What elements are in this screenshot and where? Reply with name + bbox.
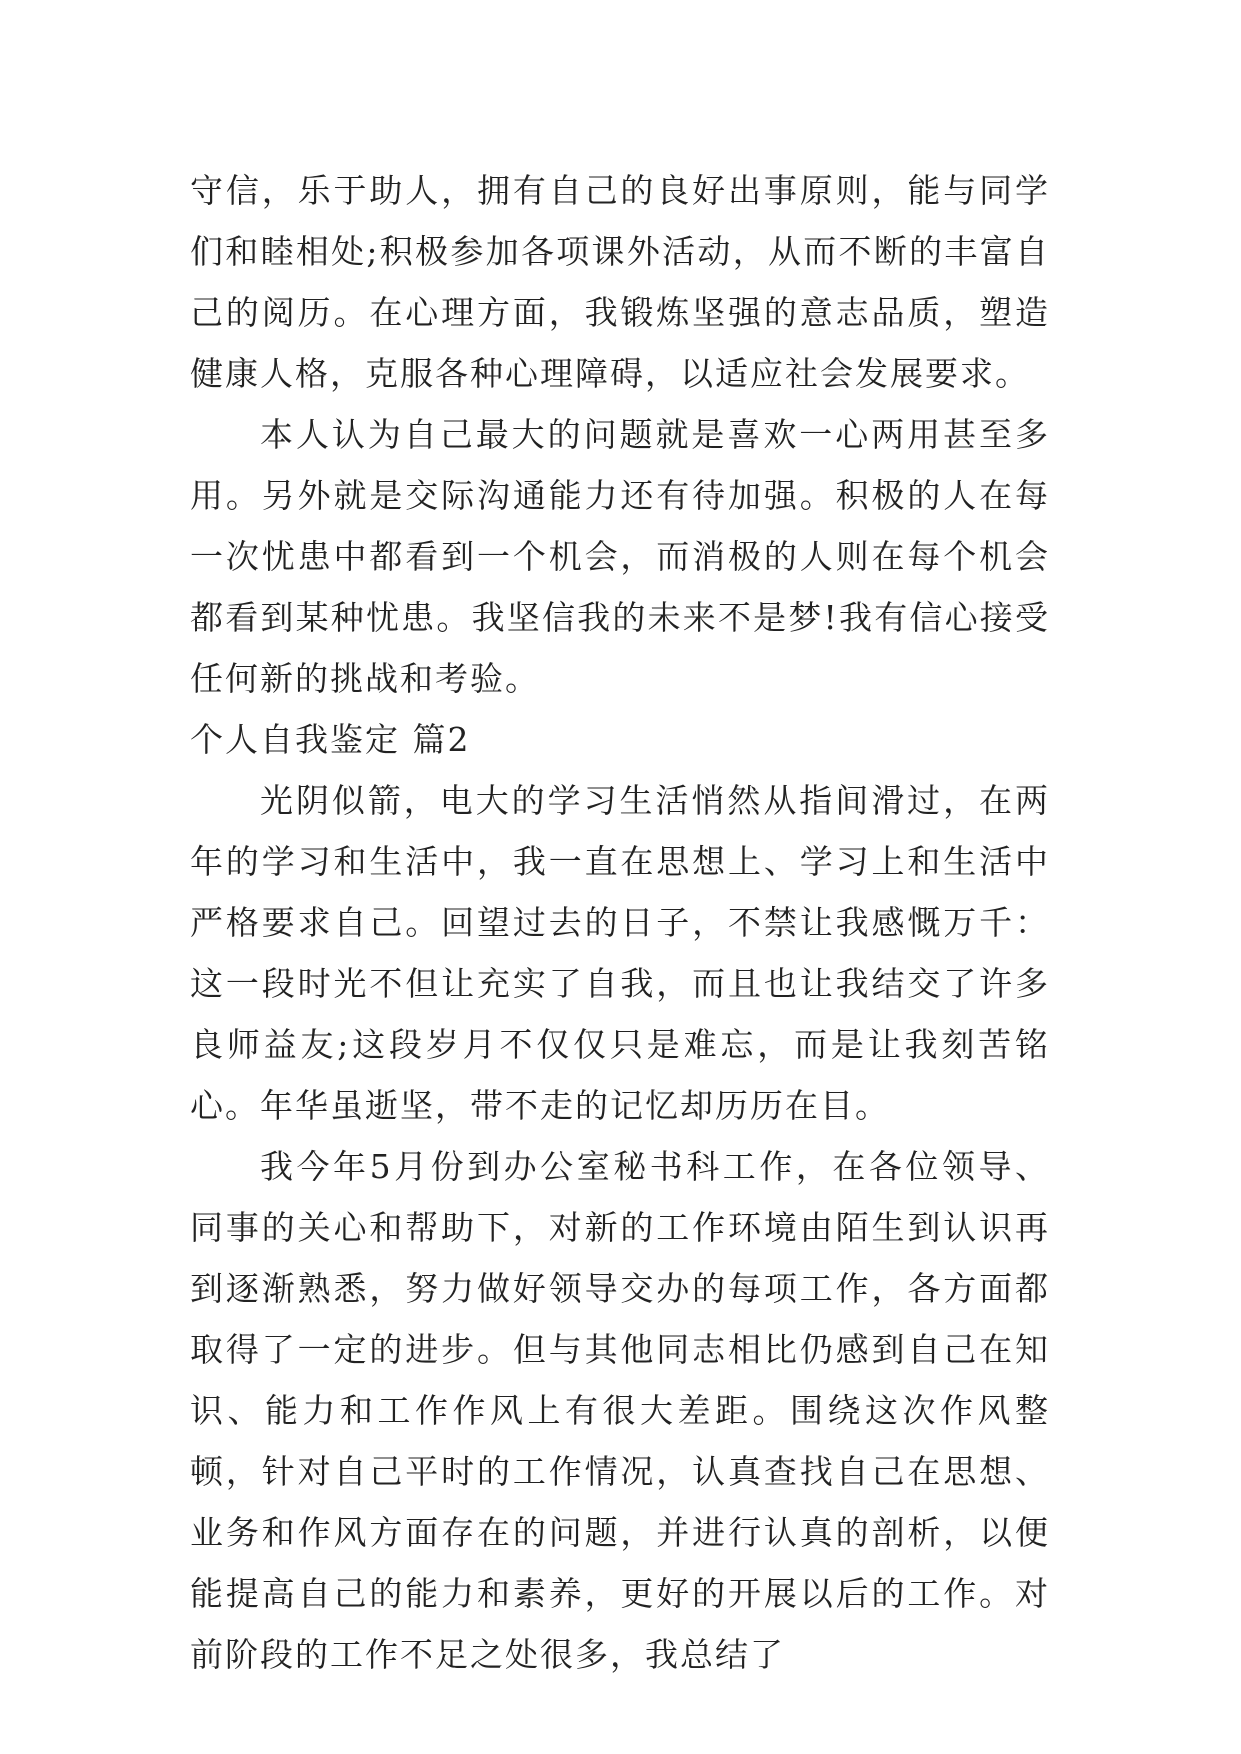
paragraph-3: 光阴似箭，电大的学习生活悄然从指间滑过，在两年的学习和生活中，我一直在思想上、学习上和生活中严格要求自己。回望过去的日子，不禁让我感慨万千：这一段时光不但让充实了自我，而且也让我结交了许多良师益友;这段岁月不仅仅只是难忘，而是让我刻苦铭心。年华虽逝坚，带不走的记忆却历历在目。	[190, 781, 1050, 1125]
paragraph-2: 本人认为自己最大的问题就是喜欢一心两用甚至多用。另外就是交际沟通能力还有待加强。积极的人在每一次忧患中都看到一个机会，而消极的人则在每个机会都看到某种忧患。我坚信我的未来不是梦!我有信心接受任何新的挑战和考验。	[190, 415, 1050, 698]
section-heading: 个人自我鉴定 篇2	[190, 720, 471, 759]
document-body	[190, 160, 1050, 1685]
paragraph-4: 我今年5月份到办公室秘书科工作，在各位领导、同事的关心和帮助下，对新的工作环境由陌生到认识再到逐渐熟悉，努力做好领导交办的每项工作，各方面都取得了一定的进步。但与其他同志相比仍感到自己在知识、能力和工作作风上有很大差距。围绕这次作风整顿，针对自己平时的工作情况，认真查找自己在思想、业务和作风方面存在的问题，并进行认真的剖析，以便能提高自己的能力和素养，更好的开展以后的工作。对前阶段的工作不足之处很多，我总结了	[190, 1147, 1050, 1674]
paragraph-1: 守信，乐于助人，拥有自己的良好出事原则，能与同学们和睦相处;积极参加各项课外活动，从而不断的丰富自己的阅历。在心理方面，我锻炼坚强的意志品质，塑造健康人格，克服各种心理障碍，以适应社会发展要求。	[190, 171, 1050, 393]
